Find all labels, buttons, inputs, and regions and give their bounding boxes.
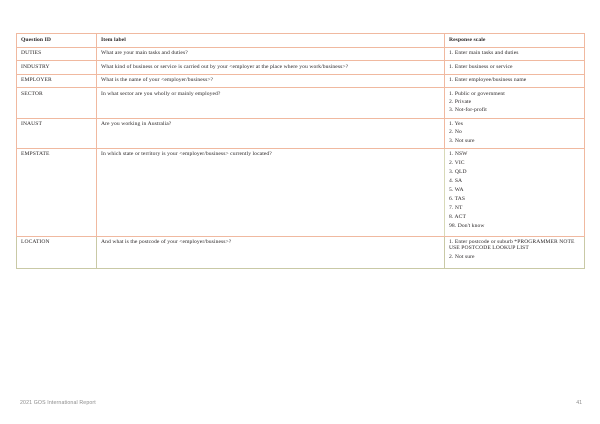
table-body [17,48,585,269]
cell-item-label: What kind of business or service is carried out by your <employer at the place where you work/business>? [97,61,445,74]
table-row [17,237,585,268]
questionnaire-table [16,33,585,269]
footer-page-number: 41 [576,400,582,406]
cell-item-label: Are you working in Australia? [97,118,445,148]
response-scale-list [449,65,580,71]
response-scale-list [449,92,580,115]
cell-question-id: INDUSTRY [17,61,97,74]
cell-response-scale [445,149,585,237]
response-option: 98. Don't know [449,222,485,229]
cell-item-label: What is the name of your <employer/business>? [97,74,445,87]
response-option: 1. Enter main tasks and duties [449,50,519,57]
response-option: 8. ACT [449,213,466,220]
column-header-item-label: Item label [97,34,445,48]
cell-question-id: SECTOR [17,88,97,118]
footer-report-title: 2021 GOS International Report [20,400,96,406]
response-option: 1. Public or government [449,90,505,97]
response-option: 3. QLD [449,169,467,176]
table-row [17,61,585,74]
table-row [17,149,585,237]
response-option: 1. NSW [449,151,468,158]
response-scale-list [449,78,580,84]
response-option: 4. SA [449,178,463,185]
table-row [17,88,585,118]
cell-question-id: INAUST [17,118,97,148]
response-option: 2. Private [449,99,472,105]
cell-response-scale [445,48,585,61]
response-option: 1. Enter postcode or suburb *PROGRAMMER NOTE USE POSTCODE LOOKUP LIST [449,239,575,252]
table-row [17,48,585,61]
cell-item-label: What are your main tasks and duties? [97,48,445,61]
response-scale-list [449,51,580,57]
cell-response-scale [445,237,585,268]
cell-question-id: EMPLOYER [17,74,97,87]
response-scale-list [449,122,580,145]
column-header-response-scale: Response scale [445,34,585,48]
cell-item-label: In what sector are you wholly or mainly employed? [97,88,445,118]
response-option: 3. Not-for-profit [449,107,487,114]
response-option: 1. Yes [449,120,464,127]
table-header-row [17,34,585,48]
response-option: 3. Not sure [449,137,475,144]
cell-question-id: LOCATION [17,237,97,268]
response-scale-list [449,240,580,264]
cell-question-id: DUTIES [17,48,97,61]
response-option: 7. NT [449,204,463,211]
page-footer [0,400,600,414]
response-option: 6. TAS [449,196,466,202]
response-option: 2. Not sure [449,254,475,261]
cell-response-scale [445,88,585,118]
cell-question-id: EMPSTATE [17,149,97,237]
response-option: 2. VIC [449,160,465,167]
table-row [17,74,585,87]
cell-item-label: In which state or territory is your <employer/business> currently located? [97,149,445,237]
response-option: 2. No [449,129,462,136]
response-option: 5. WA [449,187,464,194]
response-option: 1. Enter business or service [449,63,513,70]
table-row [17,118,585,148]
response-option: 1. Enter employee/business name [449,77,527,84]
cell-item-label: And what is the postcode of your <employer/business>? [97,237,445,268]
column-header-question-id: Question ID [17,34,97,48]
cell-response-scale [445,74,585,87]
response-scale-list [449,152,580,233]
cell-response-scale [445,118,585,148]
cell-response-scale [445,61,585,74]
table-header [17,34,585,48]
